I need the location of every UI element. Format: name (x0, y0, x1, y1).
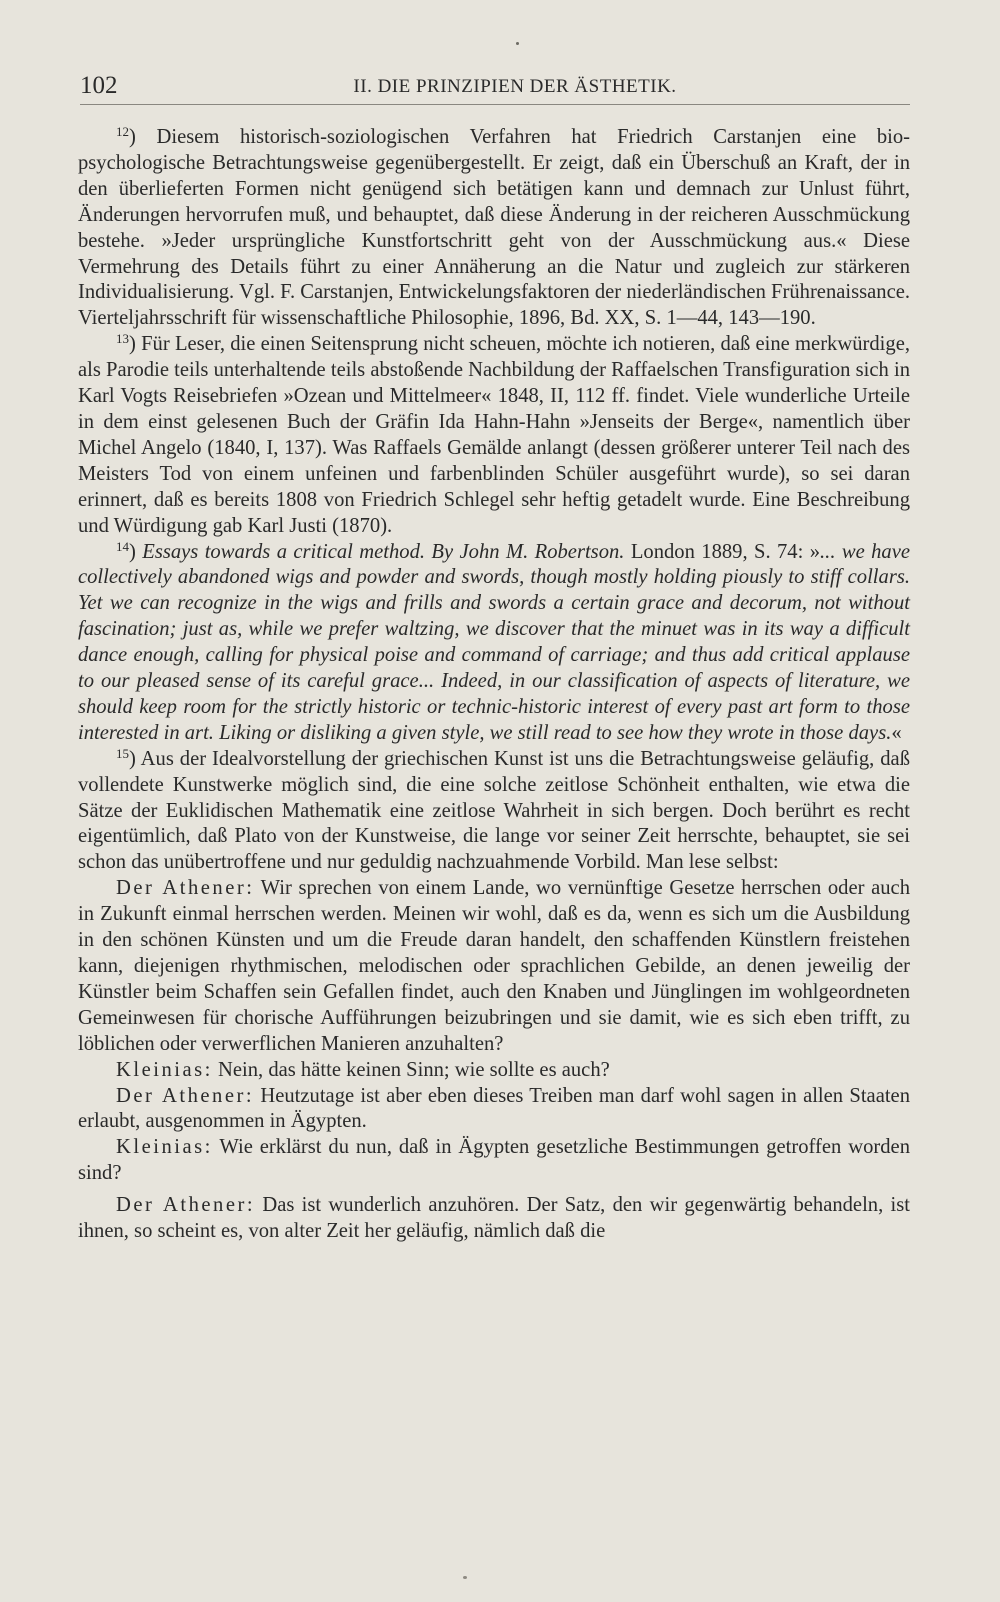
dialogue-line (78, 876, 910, 1057)
speaker-name: Kleinias: (116, 1136, 213, 1159)
footnote-13 (78, 332, 910, 539)
footnote-text: ) Aus der Idealvorstellung der griechischen Kunst ist uns die Betrachtungsweise geläufig, daß vollendete Kunstwerke möglich sind, die eine solche zeitlose Schönheit enthalten, wie etwa die Sätze der Euklidischen Mathematik eine zeitlose Wahrheit in sich bergen. Doch berührt es recht eigentümlich, daß Plato von der Kunstweise, die lange vor seiner Zeit herrschte, behauptet, sie sei schon das unübertroffene und nur geduldig nachzuahmende Vorbild. Man lese selbst: (78, 747, 910, 874)
speck-mark (463, 1576, 467, 1579)
dialogue-text: Wir sprechen von einem Lande, wo vernünftige Gesetze herrschen oder auch in Zukunft einmal herrschen werden. Meinen wir wohl, daß es da, wenn es sich um die Ausbildung in den schönen Künsten und um die Freude daran handelt, den schaffenden Künstlern freistehen kann, diejenigen rhythmischen, melodischen oder sprachlichen Gebilde, an denen jeweilig der Künstler beim Schaffen sein Gefallen findet, auch den Knaben und Jünglingen im wohlgeordneten Gemeinwesen für chorische Aufführungen beizubringen und sie damit, wie es sich eben trifft, zu löblichen oder verwerflichen Manieren anzuhalten? (78, 877, 910, 1055)
footnote-14 (78, 540, 910, 747)
dialogue-line (78, 1058, 910, 1084)
dialogue-text: Das ist wunderlich anzuhören. Der Satz, den wir gegenwärtig behandeln, ist ihnen, so scheint es, von alter Zeit her geläufig, nämlich daß die (78, 1194, 910, 1243)
speaker-name: Kleinias: (116, 1058, 213, 1081)
book-title: Essays towards a critical method. By John M. Robertson. (142, 540, 625, 563)
speaker-name: Der Athener: (116, 1084, 255, 1107)
dialogue-line (78, 1135, 910, 1187)
footnote-text: ) Diesem historisch-soziologischen Verfahren hat Friedrich Carstanjen eine bio-psychologische Betrachtungsweise gegenübergestellt. Er zeigt, daß ein Überschuß an Kraft, der in den überlieferten Formen nicht genügend sich betätigen kann und demnach zur Unlust führt, Änderungen hervorrufen muß, und behauptet, daß diese Änderung in der reicheren Ausschmückung bestehe. »Jeder ursprüngliche Kunstfortschritt geht von der Ausschmückung aus.« Diese Vermehrung des Details führt zu einer Annäherung an die Natur und zugleich zur stärkeren Individualisierung. Vgl. F. Carstanjen, Entwickelungsfaktoren der niederländischen Frührenaissance. Vierteljahrsschrift für wissenschaftliche Philosophie, 1896, Bd. XX, S. 1—44, 143—190. (78, 126, 910, 330)
page-number: 102 (80, 72, 118, 99)
speaker-name: Der Athener: (116, 1194, 256, 1217)
footnote-marker: 12 (116, 124, 129, 139)
speaker-name: Der Athener: (116, 877, 255, 900)
dialogue-text: Heutzutage ist aber eben dieses Treiben man darf wohl sagen in allen Staaten erlaubt, ausgenommen in Ägypten. (78, 1084, 910, 1133)
footnote-marker: 13 (116, 331, 129, 347)
footnote-paren: ) (129, 540, 143, 563)
quote-close: « (891, 721, 902, 744)
footnote-marker: 14 (116, 538, 129, 554)
page-body (78, 125, 910, 1245)
quote-open: » (809, 540, 821, 563)
dialogue-text: Nein, das hätte keinen Sinn; wie sollte es auch? (212, 1058, 610, 1081)
page-header (80, 68, 910, 105)
footnote-15 (78, 747, 910, 877)
dialogue-text: Wie erklärst du nun, daß in Ägypten gesetzliche Bestimmungen getroffen worden sind? (78, 1136, 910, 1185)
footnote-text: ) Für Leser, die einen Seitensprung nicht scheuen, möchte ich notieren, daß eine merkwürdige, als Parodie teils unterhaltende teils abstoßende Nachbildung der Raffaelschen Transfiguration sich in Karl Vogts Reisebriefen »Ozean und Mittelmeer« 1848, II, 112 ff. findet. Viele wunderliche Urteile in dem einst gelesenen Buch der Gräfin Ida Hahn-Hahn »Jenseits der Berge«, namentlich über Michel Angelo (1840, I, 137). Was Raffaels Gemälde anlangt (dessen größerer unterer Teil nach des Meisters Tod von einem unfeinen und farbenblinden Schüler ausgeführt wurde), so sei daran erinnert, daß es bereits 1808 von Friedrich Schlegel sehr heftig getadelt wurde. Eine Beschreibung und Würdigung gab Karl Justi (1870). (78, 333, 910, 537)
book-imprint: London 1889, S. 74: (624, 540, 810, 563)
dialogue-line (78, 1084, 910, 1136)
footnote-12 (78, 125, 910, 332)
english-quote: ... we have collectively abandoned wigs and powder and swords, though mostly holding piously to stiff collars. Yet we can recognize in the wigs and frills and swords a certain grace and decorum, not without fascination; just as, while we prefer waltzing, we discover that the minuet was in its way a difficult dance enough, calling for physical poise and command of carriage; and thus add critical applause to our pleased sense of its careful grace... Indeed, in our classification of aspects of literature, we should keep room for the strictly historic or technic-historic interest of every past art form to those interested in art. Liking or disliking a given style, we still read to see how they wrote in those days. (78, 540, 910, 744)
speck-mark (516, 42, 519, 45)
footnote-marker: 15 (116, 745, 129, 761)
running-head: II. DIE PRINZIPIEN DER ÄSTHETIK. (353, 76, 677, 97)
dialogue-line (78, 1193, 910, 1245)
